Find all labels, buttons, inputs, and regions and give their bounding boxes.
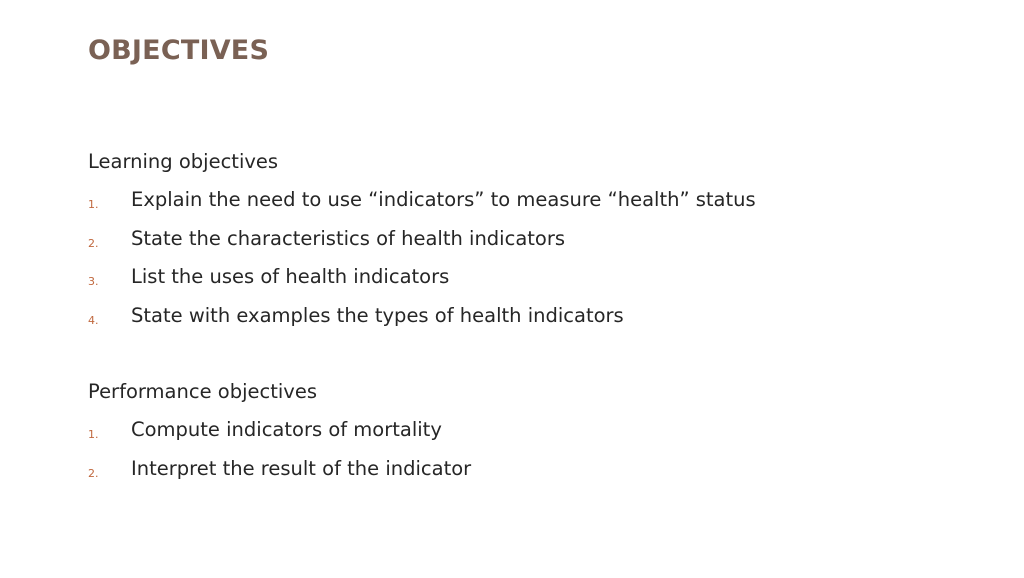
list-item <box>88 184 968 223</box>
list-item <box>88 414 968 453</box>
list-item <box>88 223 968 262</box>
list-item <box>88 453 968 492</box>
slide-content <box>88 146 968 491</box>
list-item <box>88 300 968 339</box>
slide-title: OBJECTIVES <box>88 35 270 66</box>
list-item-text: Compute indicators of mortality <box>131 418 442 441</box>
list-number: 1. <box>88 428 99 441</box>
list-number: 4. <box>88 313 99 327</box>
section-heading: Learning objectives <box>88 150 279 173</box>
list-number: 3. <box>88 275 99 288</box>
list-item <box>88 261 968 300</box>
section-spacer <box>88 338 968 376</box>
performance-objectives-list <box>88 414 968 491</box>
learning-objectives-list <box>88 184 968 338</box>
list-item-text: State with examples the types of health indicators <box>131 303 624 327</box>
list-number: 1. <box>88 198 99 211</box>
list-item-text: Explain the need to use “indicators” to measure “health” status <box>131 188 756 211</box>
list-number: 2. <box>88 466 99 480</box>
performance-objectives-section <box>88 376 968 491</box>
list-item-text: State the characteristics of health indicators <box>131 226 566 250</box>
learning-objectives-section <box>88 146 968 338</box>
list-item-text: Interpret the result of the indicator <box>131 456 472 480</box>
list-item-text: List the uses of health indicators <box>131 265 450 288</box>
list-number: 2. <box>88 236 99 250</box>
section-heading: Performance objectives <box>88 380 317 403</box>
